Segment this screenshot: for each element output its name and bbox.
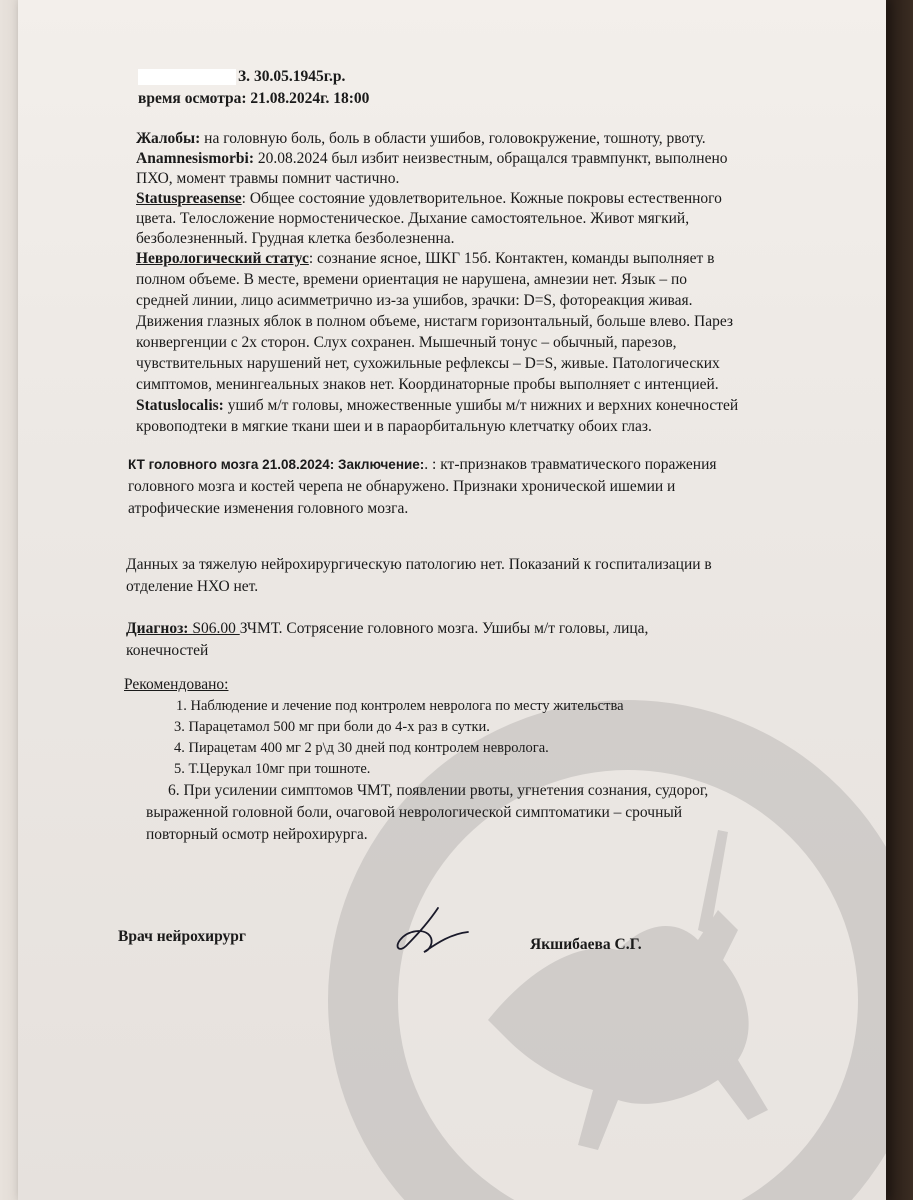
neuro-status-line2: полном объеме. В месте, времени ориентация не нарушена, амнезии нет. Язык – по bbox=[136, 271, 688, 288]
status-localis-line2: кровоподтеки в мягкие ткани шеи и в параорбитальную клетчатку обоих глаз. bbox=[136, 418, 652, 435]
status-praesens-line2: цвета. Телосложение нормостеническое. Дыхание самостоятельное. Живот мягкий, bbox=[136, 210, 690, 227]
conclusion-line2: отделение НХО нет. bbox=[126, 578, 259, 595]
anamnesis-line2: ПХО, момент травмы помнит частично. bbox=[136, 170, 400, 187]
recommendation-item: 1. Наблюдение и лечение под контролем невролога по месту жительства bbox=[176, 698, 624, 714]
complaints-line: Жалобы: на головную боль, боль в области ушибов, головокружение, тошноту, рвоту. bbox=[136, 130, 706, 147]
recommendations-title: Рекомендовано: bbox=[124, 676, 229, 693]
neuro-status-line7: симптомов, менингеальных знаков нет. Координаторные пробы выполняет с интенцией. bbox=[136, 376, 719, 393]
recommendation-item: 3. Парацетамол 500 мг при боли до 4-х раз в сутки. bbox=[174, 719, 490, 735]
anamnesis-line1: Anamnesismorbi: 20.08.2024 был избит неизвестным, обращался травмпункт, выполнено bbox=[136, 150, 728, 167]
exam-time: время осмотра: 21.08.2024г. 18:00 bbox=[138, 90, 370, 107]
patient-line: З. 30.05.1945г.р. bbox=[138, 68, 345, 86]
ct-line2: головного мозга и костей черепа не обнаружено. Признаки хронической ишемии и bbox=[128, 478, 676, 495]
diagnosis-line2: конечностей bbox=[126, 642, 209, 659]
conclusion-line1: Данных за тяжелую нейрохирургическую патологию нет. Показаний к госпитализации в bbox=[126, 556, 712, 573]
status-localis-line1: Statuslocalis: ушиб м/т головы, множественные ушибы м/т нижних и верхних конечностей bbox=[136, 397, 739, 414]
document-page bbox=[18, 0, 886, 1200]
handwritten-signature bbox=[390, 898, 490, 958]
status-praesens-line1: Statuspreasense: Общее состояние удовлетворительное. Кожные покровы естественного bbox=[136, 190, 722, 207]
redacted-name bbox=[138, 69, 236, 85]
recommendation-item: 4. Пирацетам 400 мг 2 р\д 30 дней под контролем невролога. bbox=[174, 740, 549, 756]
doctor-name: Якшибаева С.Г. bbox=[530, 936, 642, 953]
recommendation-item6-line1: 6. При усилении симптомов ЧМТ, появлении рвоты, угнетения сознания, судорог, bbox=[168, 782, 709, 799]
recommendation-item6-line2: выраженной головной боли, очаговой неврологической симптоматики – срочный bbox=[146, 804, 683, 821]
neuro-status-line5: конвергенции с 2х сторон. Слух сохранен. Мышечный тонус – обычный, парезов, bbox=[136, 334, 677, 351]
recommendation-item: 5. Т.Церукал 10мг при тошноте. bbox=[174, 761, 371, 777]
status-praesens-line3: безболезненный. Грудная клетка безболезненна. bbox=[136, 230, 455, 247]
neuro-status-line3: средней линии, лицо асимметрично из-за ушибов, зрачки: D=S, фотореакция живая. bbox=[136, 292, 693, 309]
diagnosis-line1: Диагноз: S06.00 ЗЧМТ. Сотрясение головного мозга. Ушибы м/т головы, лица, bbox=[126, 620, 649, 637]
neuro-status-line6: чувствительных нарушений нет, сухожильные рефлексы – D=S, живые. Патологических bbox=[136, 355, 720, 372]
ct-line3: атрофические изменения головного мозга. bbox=[128, 500, 409, 517]
doctor-position: Врач нейрохирург bbox=[118, 928, 246, 945]
neuro-status-line1: Неврологический статус: сознание ясное, ШКГ 15б. Контактен, команды выполняет в bbox=[136, 250, 715, 267]
ct-line1: КТ головного мозга 21.08.2024: Заключение:. : кт-признаков травматического поражения bbox=[128, 456, 717, 473]
recommendation-item6-line3: повторный осмотр нейрохирурга. bbox=[146, 826, 368, 843]
neuro-status-line4: Движения глазных яблок в полном объеме, нистагм горизонтальный, больше влево. Парез bbox=[136, 313, 734, 330]
